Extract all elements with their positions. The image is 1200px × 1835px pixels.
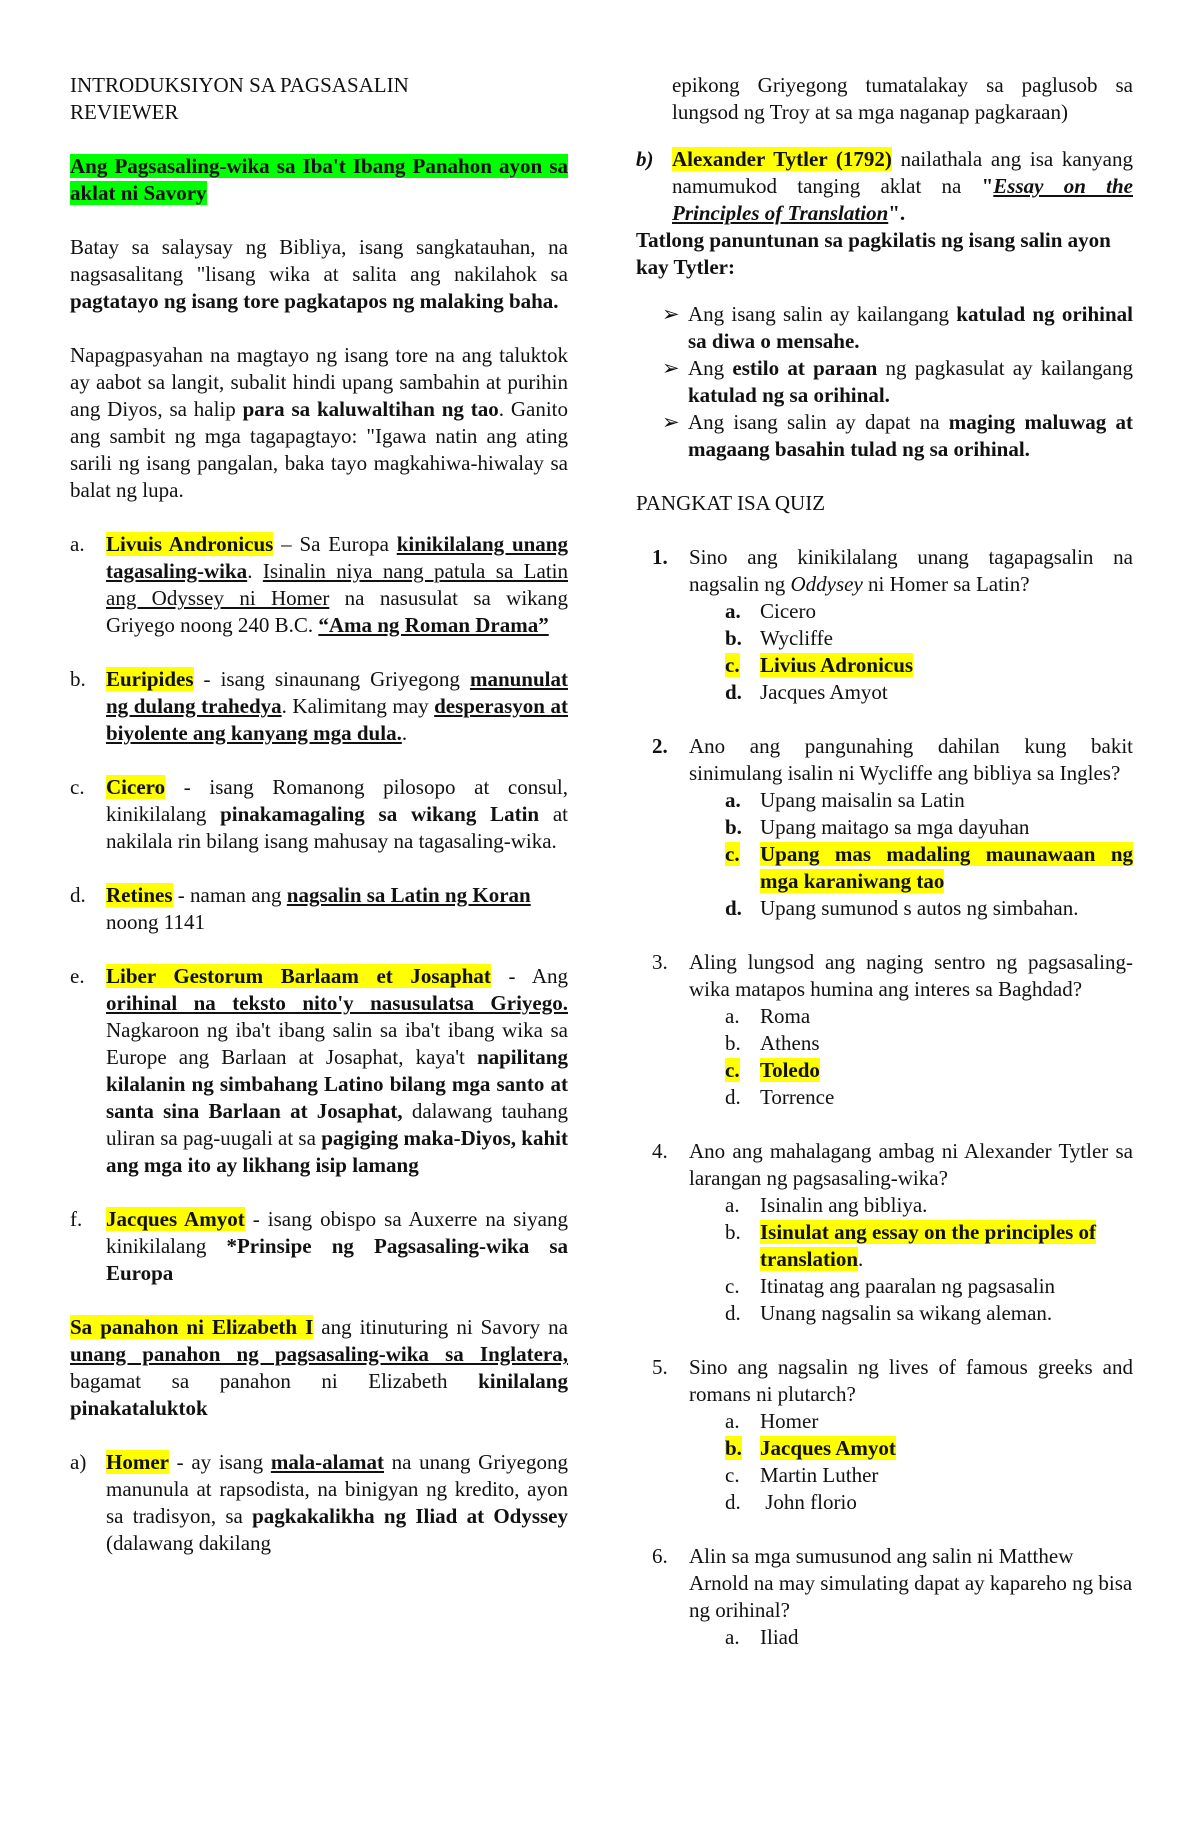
quiz-option-answer: c. Upang mas madaling maunawaan ng mga karaniwang tao xyxy=(725,842,1133,893)
doc-title: INTRODUKSIYON SA PAGSASALIN REVIEWER xyxy=(70,73,409,124)
right-column xyxy=(636,72,1133,1651)
quiz-question-4: 4. Ano ang mahalagang ambag ni Alexander Tytler sa larangan ng pagsasaling-wika? xyxy=(652,1139,1133,1190)
intro-paragraph-2: Napagpasyahan na magtayo ng isang tore na ang taluktok ay aabot sa langit, subalit hindi upang sambahin at purihin ang Diyos, sa halip para sa kaluwaltihan ng tao. Ganito ang sambit ng mga tagapagtayo: "Igawa natin ang ating sarili ng isang pangalan, baka tayo magkahiwa-hiwalay sa balat ng lupa. xyxy=(70,343,569,502)
quiz-option-answer: c. Livius Adronicus xyxy=(725,653,914,677)
section-heading: Ang Pagsasaling-wika sa Iba't Ibang Panahon ayon sa aklat ni Savory xyxy=(70,154,568,205)
quiz-option: a. Cicero xyxy=(725,599,816,623)
quiz-option-answer: c. Toledo xyxy=(725,1058,820,1082)
principles-heading: Tatlong panuntunan sa pagkilatis ng isang salin ayon kay Tytler: xyxy=(636,228,1111,279)
left-column xyxy=(70,72,568,1557)
arrow-bullet-icon: ➢ xyxy=(662,302,680,326)
intro-paragraph-1: Batay sa salaysay ng Bibliya, isang sangkatauhan, na nagsasalitang "lisang wika at salita ang nakilahok sa pagtatayo ng isang tore pagkatapos ng malaking baha. xyxy=(70,235,568,313)
list-item-tytler: b) Alexander Tytler (1792) nailathala ang isa kanyang namumukod tanging aklat na "Essay on the Principles of Translation". xyxy=(636,147,1133,225)
quiz-option: c. Martin Luther xyxy=(725,1463,879,1487)
quiz-option: a. Isinalin ang bibliya. xyxy=(725,1193,928,1217)
quiz-heading: PANGKAT ISA QUIZ xyxy=(636,491,826,515)
principle-item-2: ➢ Ang estilo at paraan ng pagkasulat ay kailangang katulad ng sa orihinal. xyxy=(662,356,1133,407)
principle-item-3: ➢ Ang isang salin ay dapat na maging maluwag at magaang basahin tulad ng sa orihinal. xyxy=(662,410,1133,461)
quiz-option: d. Upang sumunod s autos ng simbahan. xyxy=(725,896,1079,920)
quiz-option: a. Upang maisalin sa Latin xyxy=(725,788,965,812)
quiz-question-6: 6. Alin sa mga sumusunod ang salin ni Matthew Arnold na may simulating dapat ay kapareho ng bisa ng orihinal? xyxy=(652,1544,1133,1622)
quiz-option-answer: b. Jacques Amyot xyxy=(725,1436,896,1460)
arrow-bullet-icon: ➢ xyxy=(662,410,680,434)
quiz-question-5: 5. Sino ang nagsalin ng lives of famous greeks and romans ni plutarch? xyxy=(652,1355,1133,1406)
quiz-option: c. Itinatag ang paaralan ng pagsasalin xyxy=(725,1274,1056,1298)
elizabeth-paragraph: Sa panahon ni Elizabeth I ang itinuturing ni Savory na unang panahon ng pagsasaling-wika sa Inglatera, bagamat sa panahon ni Elizabeth kinilalang pinakataluktok xyxy=(70,1315,568,1420)
quiz-option: d. John florio xyxy=(725,1490,857,1514)
list-item-barlaam: e. Liber Gestorum Barlaam et Josaphat - Ang orihinal na teksto nito'y nasusulatsa Griyego. Nagkaroon ng iba't ibang salin sa iba't ibang wika sa Europe ang Barlaan at Josaphat, kaya't napilitang kilalanin ng simbahang Latino bilang mga santo at santa sina Barlaan at Josaphat, dalawang tauhang uliran sa pag-uugali at sa pagiging maka-Diyos, kahit ang mga ito ay likhang isip lamang xyxy=(70,964,569,1177)
quiz-question-1: 1. Sino ang kinikilalang unang tagapagsalin na nagsalin ng Oddysey ni Homer sa Latin? xyxy=(652,545,1133,596)
quiz-option: b. Athens xyxy=(725,1031,820,1055)
quiz-question-3: 3. Aling lungsod ang naging sentro ng pagsasaling- wika matapos humina ang interes sa Baghdad? xyxy=(652,950,1133,1001)
list-item-retines: d. Retines - naman ang nagsalin sa Latin ng Koran noong 1141 xyxy=(70,883,531,934)
quiz-option: a. Roma xyxy=(725,1004,811,1028)
list-item-andronicus: a. Livuis Andronicus – Sa Europa kinikilalang unang tagasaling-wika. Isinalin niya nang patula sa Latin ang Odyssey ni Homer na nasusulat sa wikang Griyego noong 240 B.C. “Ama ng Roman Drama” xyxy=(70,532,569,637)
list-item-amyot: f. Jacques Amyot - isang obispo sa Auxerre na siyang kinikilalang *Prinsipe ng Pagsasaling-wika sa Europa xyxy=(70,1207,568,1285)
quiz-option: b. Upang maitago sa mga dayuhan xyxy=(725,815,1030,839)
quiz-option: a. Iliad xyxy=(725,1625,799,1649)
arrow-bullet-icon: ➢ xyxy=(662,356,680,380)
quiz-option: b. Wycliffe xyxy=(725,626,833,650)
quiz-option-answer: b. Isinulat ang essay on the principles of translation. xyxy=(725,1220,1097,1271)
list-item-cicero: c. Cicero - isang Romanong pilosopo at consul, kinikilalang pinakamagaling sa wikang Latin at nakilala rin bilang isang mahusay na tagasaling-wika. xyxy=(70,775,568,853)
homer-continuation: epikong Griyegong tumatalakay sa paglusob sa lungsod ng Troy at sa mga naganap pagkaraan) xyxy=(672,73,1133,124)
list-item-homer: a) Homer - ay isang mala-alamat na unang Griyegong manunula at rapsodista, na binigyan ng kredito, ayon sa tradisyon, sa pagkakalikha ng Iliad at Odyssey (dalawang dakilang xyxy=(70,1450,568,1555)
quiz-option: d. Torrence xyxy=(725,1085,835,1109)
principle-item-1: ➢ Ang isang salin ay kailangang katulad ng orihinal sa diwa o mensahe. xyxy=(662,302,1133,353)
quiz-question-2: 2. Ano ang pangunahing dahilan kung bakit sinimulang isalin ni Wycliffe ang bibliya sa Ingles? xyxy=(652,734,1133,785)
quiz-option: d. Unang nagsalin sa wikang aleman. xyxy=(725,1301,1053,1325)
quiz-option: d. Jacques Amyot xyxy=(725,680,888,704)
list-item-euripides: b. Euripides - isang sinaunang Griyegong manunulat ng dulang trahedya. Kalimitang may desperasyon at biyolente ang kanyang mga dula.. xyxy=(70,667,568,745)
quiz-option: a. Homer xyxy=(725,1409,819,1433)
